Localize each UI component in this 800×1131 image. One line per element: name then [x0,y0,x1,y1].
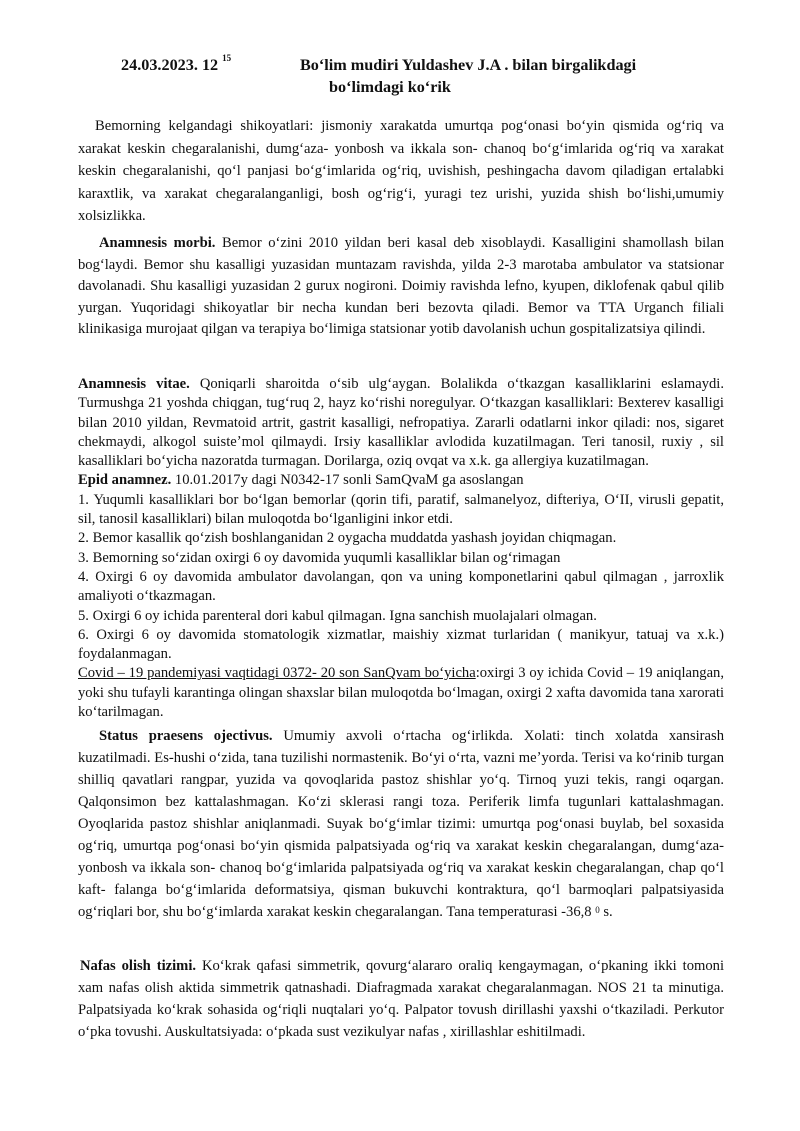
anamnesis-morbi-text: Bemor oʻzini 2010 yildan beri kasal deb xisoblaydi. Kasalligini shamollash bilan bogʻlaydi. Bemor shu kasalligi yuzasidan muntazam ravishda, yilda 2-3 marotaba ambulator va statsionar davolanadi. Shu kasalligi yuzasidan 2 gurux nogironi. Doimiy ravishda lefno, kyupen, diklofenak qabul qilib yurgan. Yuqoridagi shikoyatlar bir necha kundan beri bezovta qiladi. Bemor va TTA Urganch filiali klinikasiga murojaat qilgan va terapiya boʻlimiga statsionar yotib davolanish uchun gospitalizatsiya qilindi. [78,235,724,338]
epid-anamnez-paragraph [78,471,724,490]
exam-date: 24.03.2023. 12 $^{15}$ [121,53,232,74]
covid-underlined-reference: Covid – 19 pandemiyasi vaqtidagi 0372- 20 son SanQvam boʻyicha [78,665,476,682]
status-praesens-paragraph [78,725,724,923]
anamnesis-morbi-section [78,233,724,341]
temperature-unit: s. [599,904,613,920]
epid-item: 1. Yuqumli kasalliklari bor boʻlgan bemorlar (qorin tifi, paratif, salmanelyoz, difteriya, OʻII, virusli gepatit, sil, tanosil kasalliklari) bilan muloqotda boʻlganligini inkor etdi. [78,491,724,528]
epid-anamnez-label: Epid anamnez. [78,472,172,489]
respiratory-system-section [78,955,724,1043]
respiratory-system-text: Koʻkrak qafasi simmetrik, qovurgʻalararo oraliq kengaymagan, oʻpkaning ikki tomoni xam nafas olish aktida simmetrik qatnashadi. Diafragmada xarakat chegaralanmagan. NOS 21 ta minutiga. Palpatsiyada koʻkrak sohasida ogʻriqli nuqtalari yoʻq. Palpator tovush dirillashi yaxshi oʻtkaziladi. Perkutor oʻpka tovushi. Auskultatsiyada: oʻpkada sust vezikulyar nafas , xirillashlar eshitilmadi. [78,958,724,1040]
covid-paragraph [78,664,724,722]
temperature-degree-superscript: 0 [595,905,600,915]
respiratory-system-label: Nafas olish tizimi. [80,958,197,974]
anamnesis-morbi-label: Anamnesis morbi. [99,235,216,251]
epid-item: 5. Oxirgi 6 oy ichida parenteral dori kabul qilmagan. Igna sanchish muolajalari olmagan. [78,607,597,624]
exam-time-superscript: 15 [222,53,232,63]
anamnesis-vitae-paragraph [78,375,724,471]
epid-anamnez-text: 10.01.2017y dagi N0342-17 sonli SamQvaM ga asoslangan [171,472,524,489]
status-praesens-section [78,725,724,923]
anamnesis-vitae-label: Anamnesis vitae. [78,376,190,392]
epid-item: 6. Oxirgi 6 oy davomida stomatologik xizmatlar, maishiy xizmat turlaridan ( manikyur, tatuaj va x.k.) foydalanmagan. [78,626,724,663]
anamnesis-vitae-text: Qoniqarli sharoitda oʻsib ulgʻaygan. Bolalikda oʻtkazgan kasalliklarini eslamaydi. Turmushga 21 yoshda chiqgan, tugʻruq 2, hayz koʻrishi noregulyar. Oʻtkazgan kasalliklari: Bexterev kasalligi bilan 2010 yildan, Revmatoid artrit, gastrit kasalligi, nefropatiya. Zararli odatlarni inkor qiladi: nos, sigaret chekmaydi, alkogol suisteʼmol qilmaydi. Irsiy kasalliklar avlodida kuzatilmagan. Teri tanosil, ruxiy , sil kasalliklari boʻyicha nazoratda turmagan. Dorilarga, oziq ovqat va x.k. ga allergiya kuzatilmagan. [78,376,724,470]
epid-item: 2. Bemor kasallik qoʻzish boshlanganidan 2 oygacha muddatda yashash joyidan chiqmagan. [78,530,617,547]
status-praesens-text: Umumiy axvoli oʻrtacha ogʻirlikda. Xolati: tinch xolatda xansirash kuzatilmadi. Es-hushi oʻzida, tana tuzilishi normastenik. Boʻyi oʻrta, vazni meʼyorda. Terisi va koʻrinib turgan shilliq qavatlari rangpar, yuzida va qovoqlarida pastoz shishlar yoʻq. Tirnoq yuzi tekis, rangi oqargan. Qalqonsimon bez kattalashmagan. Koʻzi sklerasi rangi toza. Periferik limfa tugunlari kattalashmagan. Oyoqlarida pastoz shishlar aniqlanmadi. Suyak boʻgʻimlar tizimi: umurtqa pogʻonasi buylab, bel soxasida ogʻriq, umurtqa pogʻonasi boʻyin qismida palpatsiyada ogʻriq va xarakat keskin chegaralangan, dumgʻaza- yonbosh va ikkala son- chanoq boʻgʻimlarida palpatsiyada ogʻriq va xarakat keskin chegaralangan, chap qoʻl kaft- falanga boʻgʻimlarida deformatsiya, qisman bukuvchi kontraktura, qoʻl barmoqlari palpatsiyasida ogʻriqlari bor, shu boʻgʻimlarda xarakat keskin chegaralangan. Tana temperaturasi -36,8 [78,728,724,920]
covid-text: :oxirgi 3 oy ichida Covid – 19 aniqlangan, yoki shu tufayli karantinga olingan shaxslar bilan muloqotda boʻlmagan, oxirgi 2 xafta davomida tana xarorati koʻtarilmagan. [78,665,725,721]
complaints-section [78,115,724,228]
epid-item: 3. Bemorning soʻzidan oxirgi 6 oy davomida yuqumli kasalliklar bilan ogʻrimagan [78,549,561,566]
status-praesens-label: Status praesens ojectivus. [99,728,273,744]
respiratory-system-paragraph [78,955,724,1043]
epid-item: 4. Oxirgi 6 oy davomida ambulator davolangan, qon va uning komponetlarini qabul qilmagan , jarroxlik amaliyoti oʻtkazmagan. [78,568,724,605]
anamnesis-morbi-paragraph [78,233,724,341]
complaints-paragraph: Bemorning kelgandagi shikoyatlari: jismoniy xarakatda umurtqa pogʻonasi boʻyin qismida ogʻriq va xarakat keskin chegaralanishi, dumgʻaza- yonbosh va ikkala son- chanoq boʻgʻimlarida ogʻriq va xarakat keskin chegaralanishi, qoʻl panjasi boʻgʻimlarida ogʻriq, uvishish, peshingacha davom qiladigan ertalabki karaxtlik, va xarakat chegaralanganligi, bosh ogʻrigʻi, yuragi tez urishi, yuzida shish boʻlishi,umumiy xolsizlikka. [78,118,724,225]
anamnesis-vitae-section [78,375,724,722]
document-title-line1: Boʻlim mudiri Yuldashev J.A . bilan birgalikdagi [300,56,637,74]
document-title-line2: boʻlimdagi koʻrik [329,78,451,96]
